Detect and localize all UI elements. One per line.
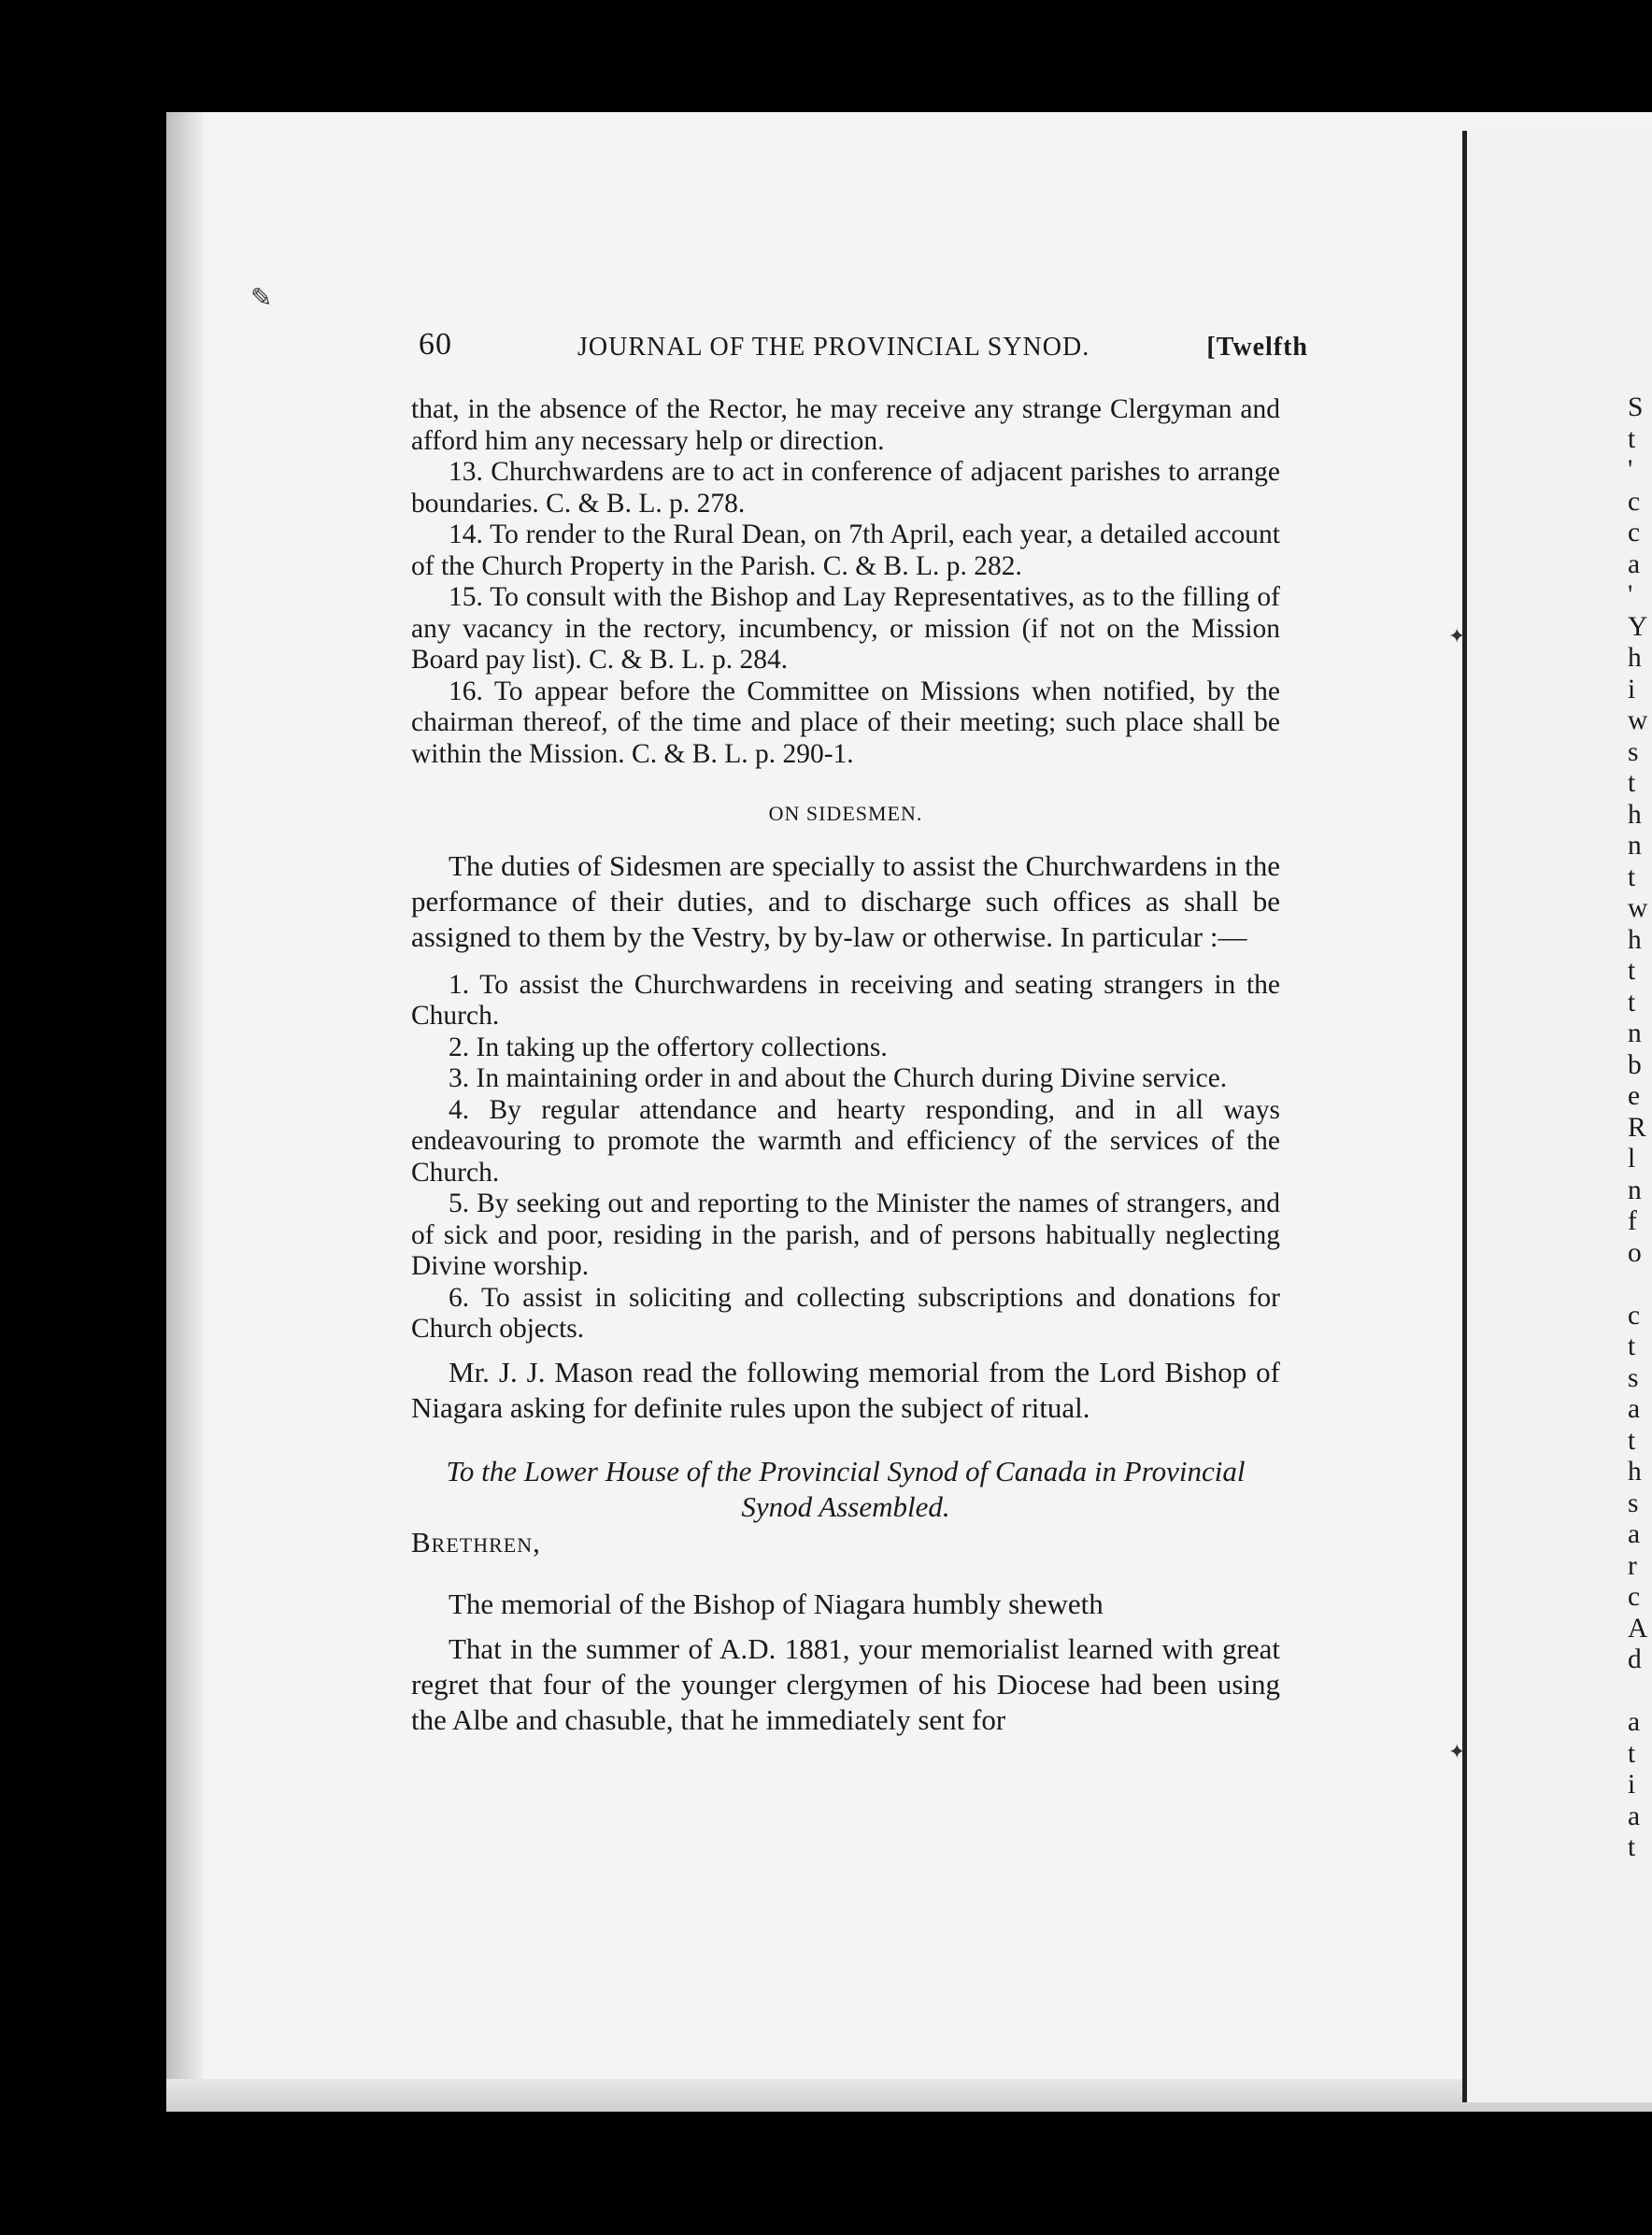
facing-page-fragment: t [1628,1738,1636,1769]
facing-page-fragment: R [1628,1112,1646,1143]
facing-page-fragment: c [1628,1300,1641,1331]
memorial-opening: The memorial of the Bishop of Niagara humbly sheweth [449,1587,1104,1620]
facing-page-fragment: a [1628,1394,1641,1424]
sidesmen-intro: The duties of Sidesmen are specially to assist the Churchwardens in the performance of their duties, and to discharge such offices as shall be assigned to them by the Vestry, by by-law or otherwise. In particular :— [411,848,1280,953]
ornament-mark: ✦ [1448,1740,1466,1763]
facing-page-fragment: t [1628,1331,1636,1361]
facing-page-fragment: c [1628,486,1641,517]
rule-14: 14. To render to the Rural Dean, on 7th April, each year, a detailed account of the Church Property in the Parish. C. & B. L. p. 282. [411,520,1280,581]
facing-page-fragment: f [1628,1206,1637,1236]
facing-page-fragment: t [1628,768,1636,798]
binding-shadow [166,112,204,2112]
sidesmen-item-2: 2. In taking up the offertory collections. [449,1032,888,1062]
facing-page-fragment: w [1628,705,1648,735]
section-indicator: [Twelfth [1206,333,1308,362]
facing-page-fragment: n [1628,1018,1642,1048]
section-heading: ON SIDESMEN. [768,802,923,825]
sidesmen-item-1: 1. To assist the Churchwardens in receiving and seating strangers in the Church. [411,969,1280,1031]
facing-page-fragment: Y [1628,611,1648,642]
ornament-mark: ✦ [1448,624,1466,648]
facing-page-fragment: ' [1628,580,1633,610]
page-number: 60 [419,327,452,362]
facing-page-fragment: h [1628,799,1642,830]
rule-13: 13. Churchwardens are to act in conference of adjacent parishes to arrange boundaries. C. & B. L. p. 278. [411,457,1280,519]
facing-page-fragment: t [1628,956,1636,986]
facing-page-fragment: S [1628,392,1644,422]
facing-page-fragment: t [1628,1832,1636,1862]
facing-page-fragment: A [1628,1613,1648,1644]
rule-16: 16. To appear before the Committee on Missions when notified, by the chairman thereof, of the time and place of their meeting; such place shall be within the Mission. C. & B. L. p. 290-1. [411,676,1280,769]
facing-page-fragment: t [1628,987,1636,1018]
facing-page-fragment [1628,1269,1652,1301]
facing-page-fragment: d [1628,1644,1642,1674]
sidesmen-item-3: 3. In maintaining order in and about the Church during Divine service. [449,1063,1228,1093]
facing-page-fragment: b [1628,1049,1642,1080]
facing-page-fragment: r [1628,1550,1637,1581]
facing-page [1467,131,1652,2102]
facing-page-fragment: s [1628,1362,1639,1393]
margin-mark: ✎ [250,284,273,313]
facing-page-fragment: h [1628,1457,1642,1487]
sidesmen-item-6: 6. To assist in soliciting and collecting subscriptions and donations for Church objects. [411,1282,1280,1344]
facing-page-fragment: l [1628,1144,1636,1174]
facing-page-fragment: n [1628,1174,1642,1205]
page-bottom-edge [166,2079,1652,2112]
facing-page-fragment: s [1628,1488,1639,1518]
rule-15: 15. To consult with the Bishop and Lay Representatives, as to the filling of any vacancy in the rectory, incumbency, or mission (if not on the Mission Board pay list). C. & B. L. p. 284. [411,582,1280,675]
facing-page-fragment: c [1628,1582,1641,1612]
facing-page-fragment: i [1628,674,1636,705]
paragraph-continued: that, in the absence of the Rector, he may receive any strange Clergyman and afford him any necessary help or direction. [411,394,1280,456]
facing-page-fragment: o [1628,1237,1642,1268]
facing-page-text-fragments [1628,392,1652,1864]
facing-page-fragment: w [1628,893,1648,923]
facing-page-fragment: ' [1628,455,1633,485]
page-body [411,394,1280,1738]
facing-page-fragment: h [1628,924,1642,955]
memorial-address: To the Lower House of the Provincial Synod of Canada in Provincial Synod Assembled. [446,1454,1246,1523]
facing-page-fragment: c [1628,518,1641,548]
sidesmen-item-5: 5. By seeking out and reporting to the Minister the names of strangers, and of sick and poor, residing in the parish, and of persons habitually neglecting Divine worship. [411,1189,1280,1281]
facing-page-fragment: s [1628,736,1639,767]
facing-page-fragment: n [1628,831,1642,861]
mason-paragraph: Mr. J. J. Mason read the following memorial from the Lord Bishop of Niagara asking for definite rules upon the subject of ritual. [411,1355,1280,1424]
facing-page-fragment: i [1628,1770,1636,1800]
memorial-body: That in the summer of A.D. 1881, your memorialist learned with great regret that four of the younger clergymen of his Diocese had been using the Albe and chasuble, that he immediately sent for [411,1631,1280,1736]
facing-page-fragment: e [1628,1081,1641,1111]
running-head [411,327,1308,364]
facing-page-fragment: a [1628,1801,1641,1831]
facing-page-fragment: t [1628,1425,1636,1456]
facing-page-fragment: t [1628,423,1636,454]
facing-page-fragment: h [1628,643,1642,673]
facing-page-fragment: a [1628,548,1641,579]
facing-page-fragment [1628,1676,1652,1708]
facing-page-fragment: a [1628,1707,1641,1737]
memorial-salutation: Brethren, [411,1525,541,1559]
journal-title: JOURNAL OF THE PROVINCIAL SYNOD. [577,333,1090,362]
sidesmen-item-4: 4. By regular attendance and hearty responding, and in all ways endeavouring to promote the warmth and efficiency of the services of the Church. [411,1094,1280,1188]
facing-page-fragment: t [1628,861,1636,892]
facing-page-fragment: a [1628,1519,1641,1549]
